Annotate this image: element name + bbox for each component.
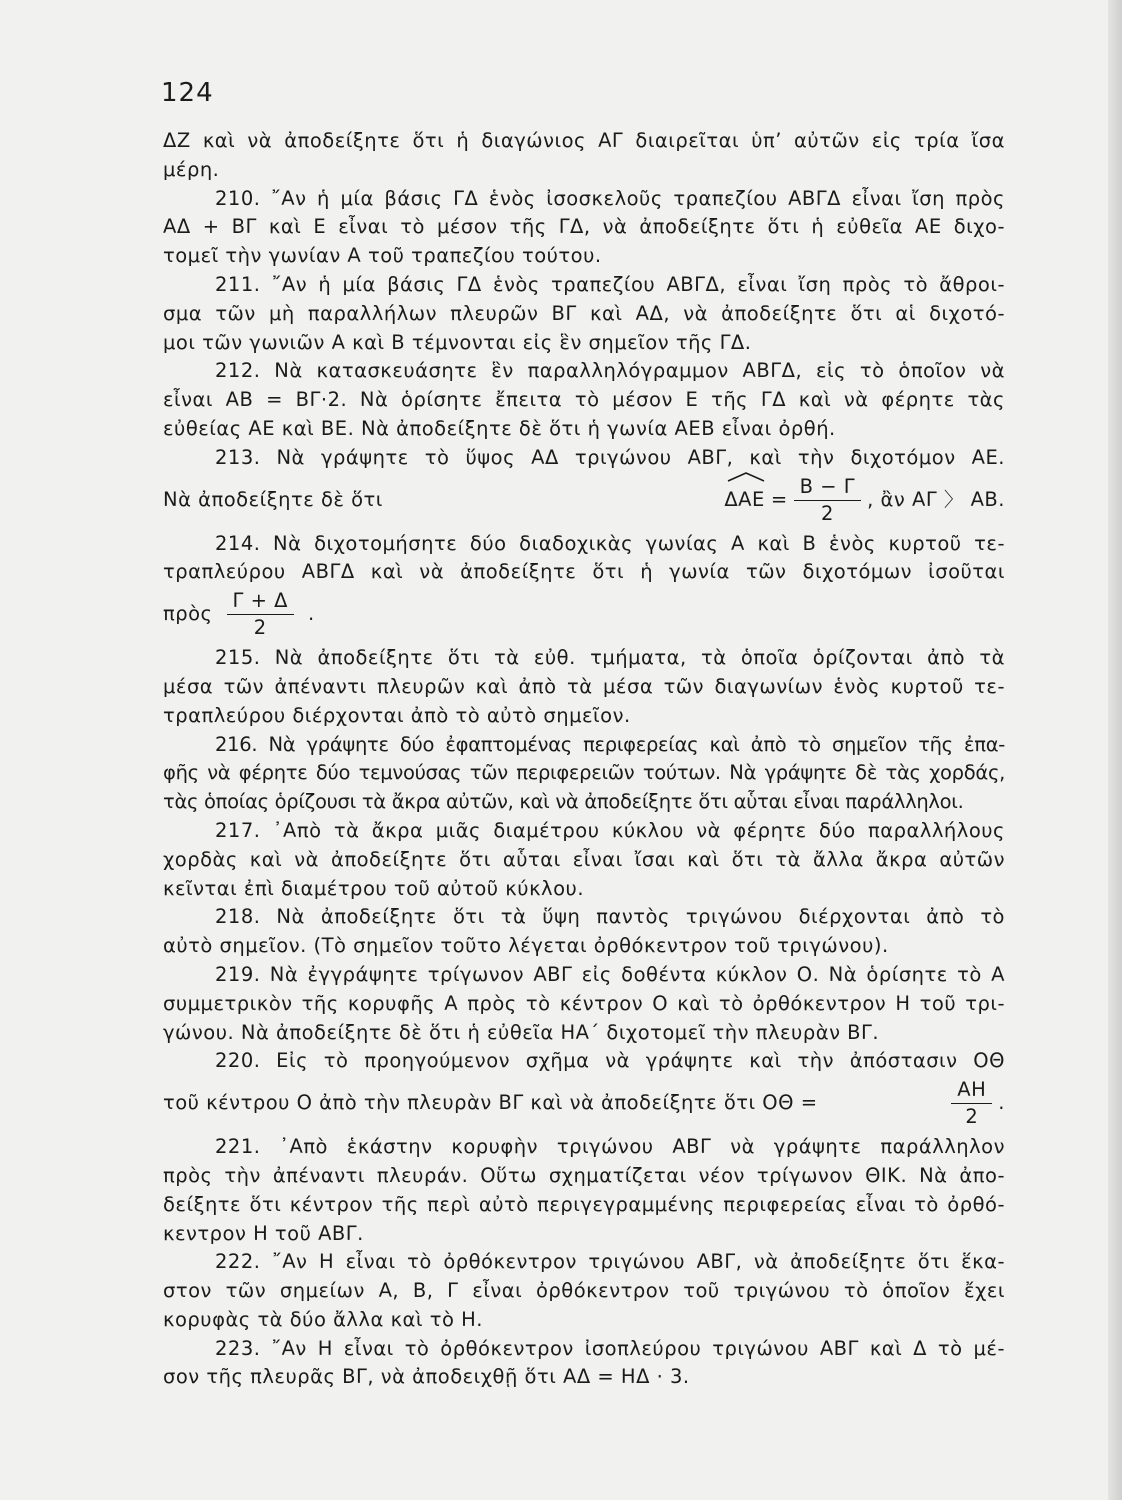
text-line: μέσα τῶν ἀπέναντι πλευρῶν καὶ ἀπὸ τὰ μέσα τῶν διαγωνίων ἑνὸς κυρτοῦ τε- xyxy=(163,674,1005,698)
text-line: τομεῖ τὴν γωνίαν Α τοῦ τραπεζίου τούτου. xyxy=(163,244,602,268)
exercise-222 xyxy=(163,1248,1005,1334)
text-line: 221. ᾿Απὸ ἑκάστην κορυφὴν τριγώνου ΑΒΓ νὰ γράψητε παράλληλον xyxy=(215,1135,1005,1159)
exercise-209-end xyxy=(163,127,1005,185)
exercise-221 xyxy=(163,1133,1005,1248)
text-segment: . xyxy=(307,602,315,626)
formula-line xyxy=(163,1078,1005,1129)
angle-label: ΔΑΕ xyxy=(724,487,765,511)
text-segment: πρὸς xyxy=(163,602,213,626)
page-number: 124 xyxy=(161,78,214,108)
exercise-text xyxy=(163,127,1005,1392)
text-line: μέρη. xyxy=(163,157,220,181)
text-line: 215. Νὰ ἀποδείξητε ὅτι τὰ εὐθ. τμήματα, τὰ ὁποῖα ὁρίζονται ἀπὸ τὰ xyxy=(215,646,1005,670)
exercise-218 xyxy=(163,903,1005,961)
text-line: κεῖνται ἐπὶ διαμέτρου τοῦ αὐτοῦ κύκλου. xyxy=(163,876,585,900)
text-line: ΔΖ καὶ νὰ ἀποδείξητε ὅτι ἡ διαγώνιος ΑΓ διαιρεῖται ὑπ’ αὐτῶν εἰς τρία ἴσα xyxy=(163,129,1005,152)
exercise-213 xyxy=(163,444,1005,526)
angle-symbol xyxy=(724,486,765,515)
fraction-numerator: Β − Γ xyxy=(799,474,856,498)
formula-line xyxy=(163,589,1005,640)
text-line: 214. Νὰ διχοτομήσητε δύο διαδοχικὰς γωνίας Α καὶ Β ἑνὸς κυρτοῦ τε- xyxy=(215,531,1005,555)
exercise-223 xyxy=(163,1335,1005,1393)
text-line: γώνου. Νὰ ἀποδείξητε δὲ ὅτι ἡ εὐθεῖα ΗΑ΄ διχοτομεῖ τὴν πλευρὰν ΒΓ. xyxy=(163,1020,880,1044)
text-line: δείξητε ὅτι κέντρον τῆς περὶ αὐτὸ περιγεγραμμένης περιφερείας εἶναι τὸ ὀρθό- xyxy=(163,1192,1005,1216)
text-segment: τοῦ κέντρου Ο ἀπὸ τὴν πλευρὰν ΒΓ καὶ νὰ ἀποδείξητε ὅτι ΟΘ = xyxy=(163,1091,818,1115)
exercise-210 xyxy=(163,185,1005,271)
page-edge xyxy=(1108,0,1122,1500)
fraction xyxy=(951,1078,992,1129)
text-line: τραπλεύρου διέρχονται ἀπὸ τὸ αὐτὸ σημεῖον. xyxy=(163,703,631,727)
text-line: αὐτὸ σημεῖον. (Τὸ σημεῖον τοῦτο λέγεται ὀρθόκεντρον τοῦ τριγώνου). xyxy=(163,934,889,958)
fraction-numerator: ΑΗ xyxy=(957,1078,987,1102)
text-line: κεντρον Η τοῦ ΑΒΓ. xyxy=(163,1221,364,1245)
fraction-denominator: 2 xyxy=(965,1105,979,1129)
text-line: 212. Νὰ κατασκευάσητε ἓν παραλληλόγραμμον ΑΒΓΔ, εἰς τὸ ὁποῖον νὰ xyxy=(215,359,1005,383)
text-line: μοι τῶν γωνιῶν Α καὶ Β τέμνονται εἰς ἓν σημεῖον τῆς ΓΔ. xyxy=(163,330,752,354)
text-line: ΑΔ + ΒΓ καὶ Ε εἶναι τὸ μέσον τῆς ΓΔ, νὰ ἀποδείξητε ὅτι ἡ εὐθεῖα ΑΕ διχο- xyxy=(163,215,1005,239)
text-line: σον τῆς πλευρᾶς ΒΓ, νὰ ἀποδειχθῇ ὅτι ΑΔ = ΗΔ · 3. xyxy=(163,1365,690,1389)
equals-sign: = xyxy=(770,487,788,511)
exercise-212 xyxy=(163,357,1005,443)
text-line: 222. ῎Αν Η εἶναι τὸ ὀρθόκεντρον τριγώνου ΑΒΓ, νὰ ἀποδείξητε ὅτι ἕκα- xyxy=(215,1250,1005,1274)
text-line: εἶναι ΑΒ = ΒΓ·2. Νὰ ὁρίσητε ἔπειτα τὸ μέσον Ε τῆς ΓΔ καὶ νὰ φέρητε τὰς xyxy=(163,388,1005,412)
text-line: εὐθείας ΑΕ καὶ ΒΕ. Νὰ ἀποδείξητε δὲ ὅτι ἡ γωνία ΑΕΒ εἶναι ὀρθή. xyxy=(163,416,836,440)
exercise-215 xyxy=(163,644,1005,730)
exercise-216 xyxy=(163,731,1005,817)
text-segment: Νὰ ἀποδείξητε δὲ ὅτι xyxy=(163,487,383,511)
text-line: χορδὰς καὶ νὰ ἀποδείξητε ὅτι αὗται εἶναι ἴσαι καὶ ὅτι τὰ ἄλλα ἄκρα αὐτῶν xyxy=(163,847,1005,871)
text-line: 216. Νὰ γράψητε δύο ἐφαπτομένας περιφερείας καὶ ἀπὸ τὸ σημεῖον τῆς ἐπα- xyxy=(215,732,1005,756)
text-line: 211. ῎Αν ἡ μία βάσις ΓΔ ἑνὸς τραπεζίου ΑΒΓΔ, εἶναι ἴση πρὸς τὸ ἄθροι- xyxy=(215,272,1005,296)
fraction-numerator: Γ + Δ xyxy=(232,589,288,613)
exercise-220 xyxy=(163,1047,1005,1129)
text-segment: . xyxy=(998,1091,1005,1115)
exercise-217 xyxy=(163,817,1005,903)
text-line: 223. ῎Αν Η εἶναι τὸ ὀρθόκεντρον ἰσοπλεύρου τριγώνου ΑΒΓ καὶ Δ τὸ μέ- xyxy=(215,1336,1005,1360)
fraction-denominator: 2 xyxy=(820,501,834,525)
text-line: 220. Εἰς τὸ προηγούμενον σχῆμα νὰ γράψητε καὶ τὴν ἀπόστασιν ΟΘ xyxy=(215,1049,1005,1073)
text-line: 210. ῎Αν ἡ μία βάσις ΓΔ ἑνὸς ἰσοσκελοῦς τραπεζίου ΑΒΓΔ εἶναι ἴση πρὸς xyxy=(215,186,1005,210)
fraction-denominator: 2 xyxy=(253,616,267,640)
text-line: 217. ᾿Απὸ τὰ ἄκρα μιᾶς διαμέτρου κύκλου νὰ φέρητε δύο παραλλήλους xyxy=(215,818,1005,842)
text-line: 219. Νὰ ἐγγράψητε τρίγωνον ΑΒΓ εἰς δοθέντα κύκλον Ο. Νὰ ὁρίσητε τὸ Α xyxy=(215,962,1005,986)
text-line: τραπλεύρου ΑΒΓΔ καὶ νὰ ἀποδείξητε ὅτι ἡ γωνία τῶν διχοτόμων ἰσοῦται xyxy=(163,560,1005,584)
text-line: 218. Νὰ ἀποδείξητε ὅτι τὰ ὕψη παντὸς τριγώνου διέρχονται ἀπὸ τὸ xyxy=(215,905,1005,929)
text-line: τὰς ὁποίας ὁρίζουσι τὰ ἄκρα αὐτῶν, καὶ νὰ ἀποδείξητε ὅτι αὗται εἶναι παράλληλοι. xyxy=(163,790,964,814)
angle-hat-icon xyxy=(726,472,766,482)
text-line: 213. Νὰ γράψητε τὸ ὕψος ΑΔ τριγώνου ΑΒΓ, καὶ τὴν διχοτόμον ΑΕ. xyxy=(215,445,1005,469)
text-line: στον τῶν σημείων Α, Β, Γ εἶναι ὀρθόκεντρον τοῦ τριγώνου τὸ ὁποῖον ἔχει xyxy=(163,1279,1005,1303)
text-line: κορυφὰς τὰ δύο ἄλλα καὶ τὸ Η. xyxy=(163,1307,483,1331)
text-segment: , ἂν ΑΓ 〉 ΑΒ. xyxy=(867,487,1005,511)
text-line: πρὸς τὴν ἀπέναντι πλευράν. Οὕτω σχηματίζεται νέον τρίγωνον ΘΙΚ. Νὰ ἀπο- xyxy=(163,1163,1005,1187)
fraction xyxy=(794,475,861,526)
fraction xyxy=(227,589,294,640)
text-line: φῆς νὰ φέρητε δύο τεμνούσας τῶν περιφερειῶν τούτων. Νὰ γράψητε δὲ τὰς χορδάς, xyxy=(163,761,1005,785)
text-line: σμα τῶν μὴ παραλλήλων πλευρῶν ΒΓ καὶ ΑΔ, νὰ ἀποδείξητε ὅτι αἱ διχοτό- xyxy=(163,301,1005,325)
text-line: συμμετρικὸν τῆς κορυφῆς Α πρὸς τὸ κέντρον Ο καὶ τὸ ὀρθόκεντρον Η τοῦ τρι- xyxy=(163,991,1005,1015)
exercise-211 xyxy=(163,271,1005,357)
formula-line xyxy=(163,475,1005,526)
exercise-214 xyxy=(163,530,1005,641)
exercise-219 xyxy=(163,961,1005,1047)
